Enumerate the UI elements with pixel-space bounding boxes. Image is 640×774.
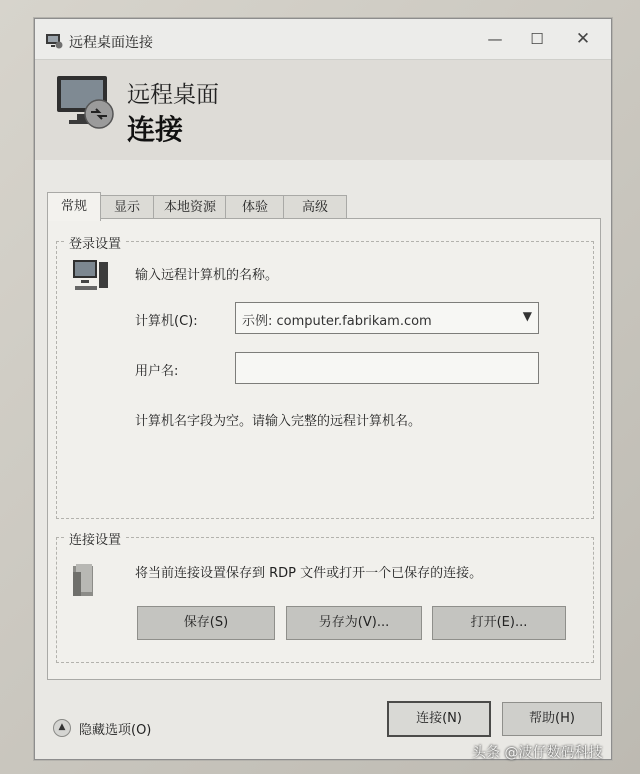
- tab-display[interactable]: 显示: [99, 195, 155, 220]
- minimize-button[interactable]: —: [487, 30, 503, 48]
- computer-combobox[interactable]: [235, 302, 539, 334]
- window-title: 远程桌面连接: [69, 35, 153, 51]
- username-label: 用户名:: [135, 364, 179, 379]
- remote-desktop-monitor-icon: [53, 72, 117, 134]
- connection-settings-title: 连接设置: [65, 529, 125, 548]
- banner-title: 远程桌面: [127, 82, 219, 108]
- save-as-button[interactable]: 另存为(V)...: [286, 606, 422, 640]
- status-message: 计算机名字段为空。请输入完整的远程计算机名。: [135, 414, 422, 429]
- tab-panel-general: [47, 218, 601, 680]
- close-button[interactable]: ✕: [575, 29, 591, 49]
- tab-local-resources[interactable]: 本地资源: [153, 195, 227, 220]
- connect-button[interactable]: 连接(N): [387, 701, 491, 737]
- login-settings-group: [56, 237, 594, 519]
- remote-desktop-window: [34, 18, 612, 760]
- computer-combobox-value: 示例: computer.fabrikam.com: [242, 314, 432, 329]
- remote-desktop-icon: [45, 33, 63, 49]
- computer-label: 计算机(C):: [135, 314, 198, 329]
- open-button[interactable]: 打开(E)...: [432, 606, 566, 640]
- username-input[interactable]: [235, 352, 539, 384]
- login-settings-title: 登录设置: [65, 233, 125, 252]
- banner: [35, 60, 611, 160]
- chevron-down-icon[interactable]: ▼: [522, 309, 532, 323]
- connection-settings-description: 将当前连接设置保存到 RDP 文件或打开一个已保存的连接。: [135, 566, 483, 581]
- maximize-button[interactable]: ☐: [530, 30, 544, 48]
- help-button[interactable]: 帮助(H): [502, 702, 602, 736]
- save-button[interactable]: 保存(S): [137, 606, 275, 640]
- computer-icon: [71, 258, 111, 294]
- tab-general[interactable]: 常规: [47, 192, 101, 221]
- computer-name-prompt: 输入远程计算机的名称。: [135, 268, 279, 283]
- tab-advanced[interactable]: 高级: [283, 195, 347, 220]
- banner-subtitle: 连接: [127, 113, 184, 146]
- tab-experience[interactable]: 体验: [225, 195, 285, 220]
- title-bar[interactable]: [35, 19, 611, 60]
- hide-options-label[interactable]: 隐藏选项(O): [79, 723, 152, 738]
- folder-icon: [71, 562, 97, 598]
- chevron-up-circle-icon[interactable]: ▲: [53, 719, 71, 737]
- connection-settings-group: [56, 533, 594, 663]
- watermark: 头条 @波仔数码科技: [472, 745, 603, 761]
